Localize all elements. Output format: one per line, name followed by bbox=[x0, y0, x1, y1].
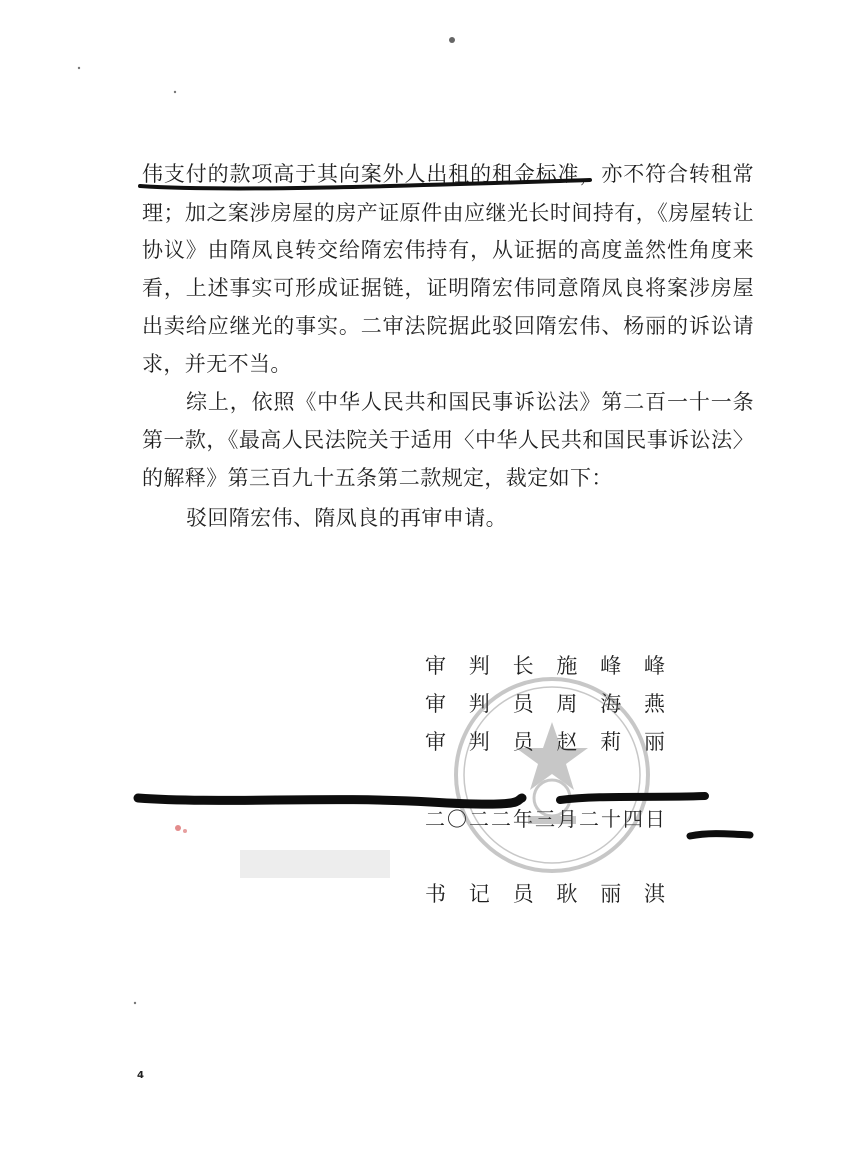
page-number: 4 bbox=[137, 1070, 144, 1081]
body-text-line-1: 伟支付的款项高于其向案外人出租的租金标准，亦不符合转租常 bbox=[142, 162, 754, 186]
redaction-stroke-1 bbox=[138, 798, 522, 804]
body-text-line-8: 第一款，《最高人民法院关于适用〈中华人民共和国民事诉讼法〉 bbox=[142, 428, 754, 452]
red-smudge bbox=[175, 825, 187, 833]
body-text-line-4: 看，上述事实可形成证据链，证明隋宏伟同意隋凤良将案涉房屋 bbox=[142, 276, 754, 300]
faded-redaction-block bbox=[240, 850, 390, 878]
redaction-stroke-2 bbox=[560, 796, 705, 800]
body-text-line-3: 协议》由隋凤良转交给隋宏伟持有，从证据的高度盖然性角度来 bbox=[142, 238, 754, 262]
signature-clerk: 书记员耿丽淇 bbox=[425, 882, 665, 906]
signature-presiding-judge: 审判长施峰峰 bbox=[425, 654, 665, 678]
signature-judge-1: 审判员周海燕 bbox=[425, 692, 665, 716]
signature-judge-2: 审判员赵莉丽 bbox=[425, 730, 665, 754]
body-text-line-5: 出卖给应继光的事实。二审法院据此驳回隋宏伟、杨丽的诉讼请 bbox=[142, 314, 754, 338]
ruling-text: 驳回隋宏伟、隋凤良的再审申请。 bbox=[186, 506, 507, 530]
body-text-line-7: 综上，依照《中华人民共和国民事诉讼法》第二百一十一条 bbox=[186, 390, 754, 414]
body-text-line-9: 的解释》第三百九十五条第二款规定，裁定如下： bbox=[142, 466, 613, 490]
body-text-line-6: 求，并无不当。 bbox=[142, 352, 292, 376]
redaction-stroke-3 bbox=[690, 834, 750, 836]
body-text-line-2: 理；加之案涉房屋的房产证原件由应继光长时间持有，《房屋转让 bbox=[142, 201, 754, 225]
judgment-date: 二〇二二年三月二十四日 bbox=[425, 807, 665, 831]
